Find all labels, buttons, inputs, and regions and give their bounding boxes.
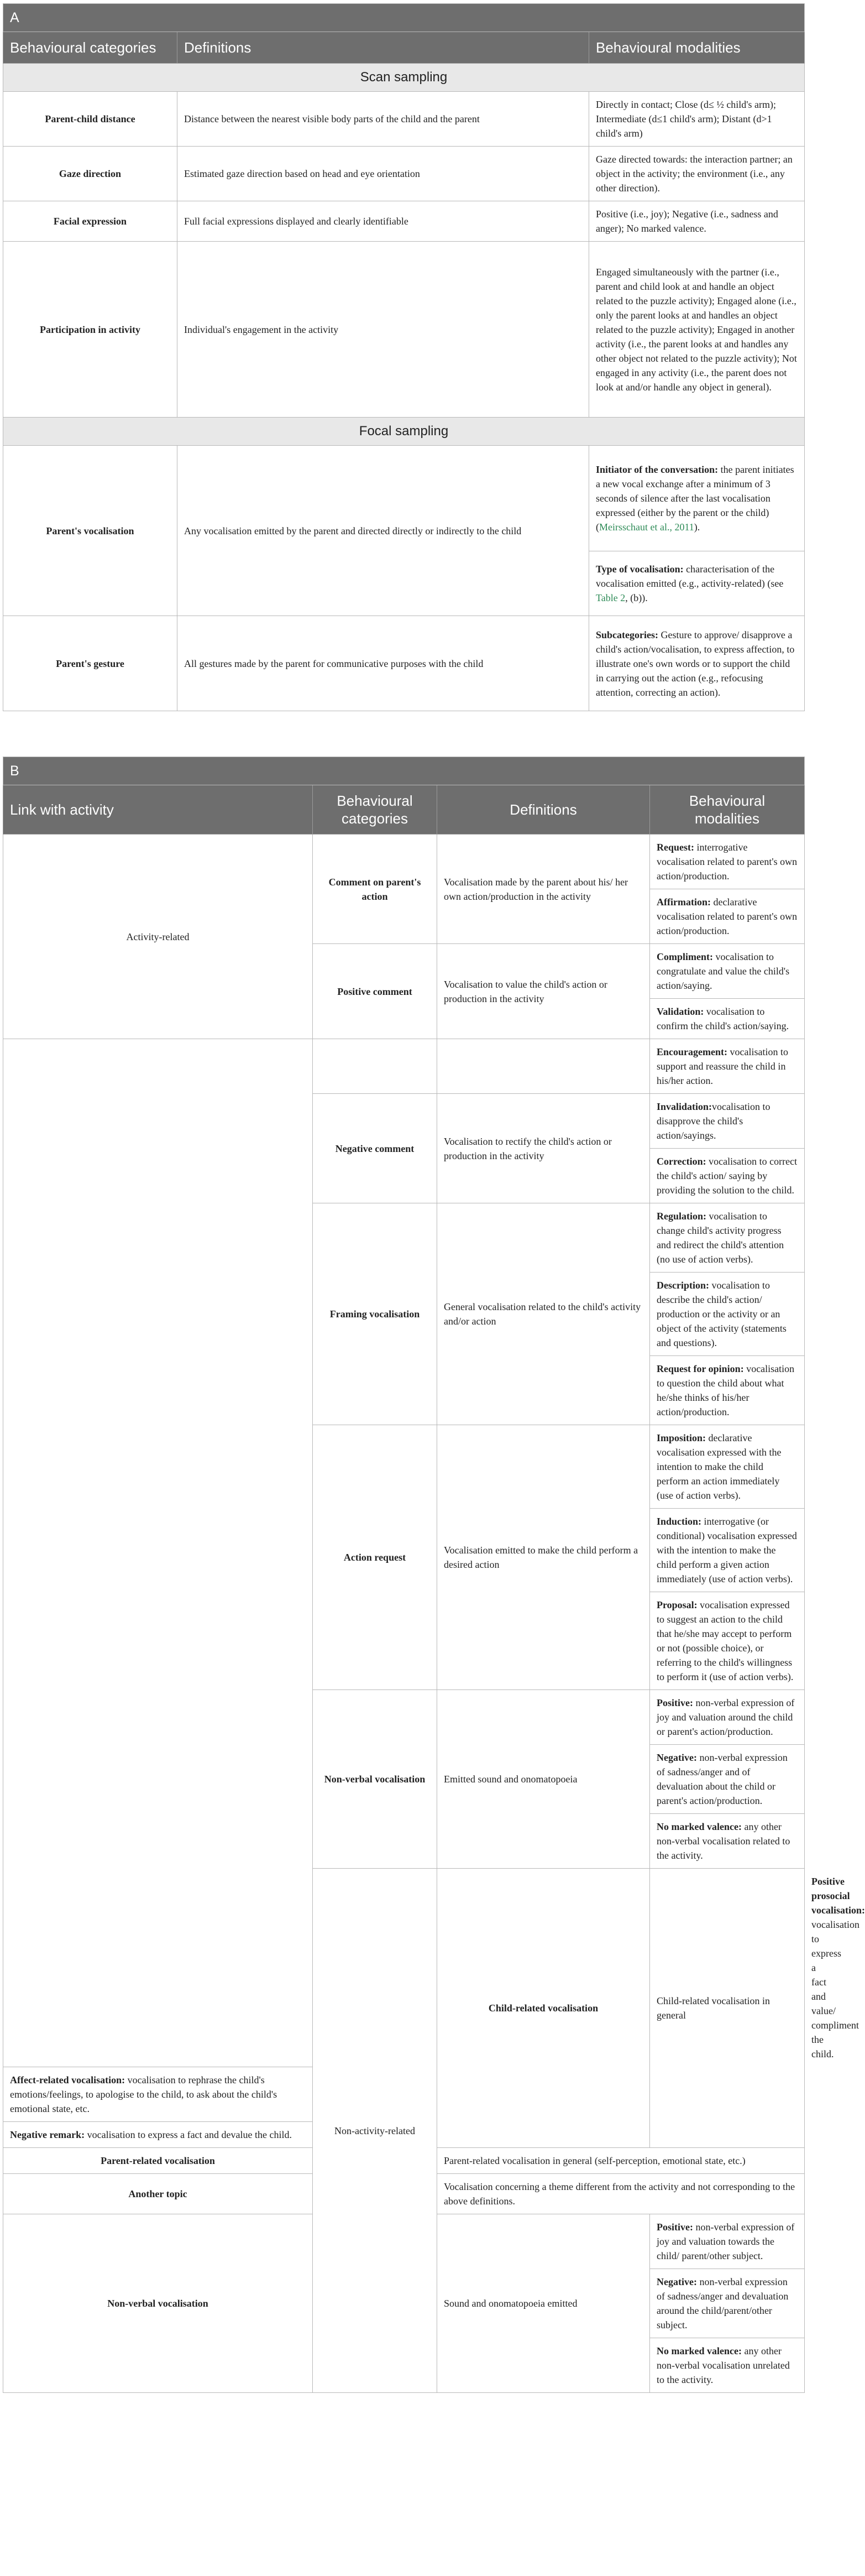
modality-cell bbox=[650, 1203, 805, 1273]
modality-cell bbox=[650, 1690, 805, 1745]
modality-term: Type of vocalisation: bbox=[596, 564, 684, 575]
definition-cell-empty bbox=[437, 1039, 650, 1094]
modality-text: vocalisation to correct the child's action/ saying by providing the solution to the child. bbox=[657, 1156, 798, 1196]
modality-term: Negative remark: bbox=[10, 2129, 85, 2140]
header-behavioural-categories: Behavioural categories bbox=[313, 785, 437, 835]
section-focal-sampling: Focal sampling bbox=[3, 418, 805, 446]
modality-text: interrogative (or conditional) vocalisation expressed with the intention to make the child perform a given action immediately (use of action verbs). bbox=[657, 1516, 797, 1584]
modality-term: Positive prosocial vocalisation: bbox=[811, 1876, 865, 1916]
header-behavioural-modalities: Behavioural modalities bbox=[650, 785, 805, 835]
modality-term: Invalidation: bbox=[657, 1101, 712, 1112]
modality-text: non-verbal expression of joy and valuation around the child or parent's action/production. bbox=[657, 1697, 795, 1737]
category-cell: Non-verbal vocalisation bbox=[3, 2214, 313, 2393]
header-definitions: Definitions bbox=[177, 32, 589, 64]
modality-cell bbox=[650, 1592, 805, 1690]
modality-text: Gesture to approve/ disapprove a child's action/vocalisation, to express affection, to illustrate one's own words or to support the child in carrying out the action (e.g., refocusing attention, correcting an action). bbox=[596, 629, 795, 698]
category-cell: Gaze direction bbox=[3, 147, 177, 201]
table-row bbox=[3, 201, 805, 242]
modality-cell bbox=[3, 2122, 313, 2148]
modality-cell bbox=[650, 1425, 805, 1509]
category-cell: Parent-child distance bbox=[3, 92, 177, 147]
category-cell-empty bbox=[313, 1039, 437, 1094]
citation-link[interactable]: Meirsschaut et al., 2011 bbox=[599, 522, 694, 533]
definition-cell: General vocalisation related to the child's activity and/or action bbox=[437, 1203, 650, 1425]
modality-cell bbox=[650, 999, 805, 1039]
modality-term: Positive: bbox=[657, 1697, 693, 1708]
modality-text: interrogative vocalisation related to parent's own action/production. bbox=[657, 842, 798, 882]
table-a bbox=[3, 3, 804, 711]
modality-term: Regulation: bbox=[657, 1211, 706, 1222]
definition-cell: Vocalisation to value the child's action or production in the activity bbox=[437, 944, 650, 1039]
modality-cell: Gaze directed towards: the interaction partner; an object in the activity; the environment (i.e., any other direction). bbox=[589, 147, 805, 201]
modality-term: Request: bbox=[657, 842, 694, 853]
modality-text: non-verbal expression of joy and valuation towards the child/ parent/other subject. bbox=[657, 2222, 795, 2261]
modality-cell bbox=[650, 2214, 805, 2269]
link-cell-non-activity-related: Non-activity-related bbox=[313, 1869, 437, 2393]
definition-cell: Estimated gaze direction based on head and eye orientation bbox=[177, 147, 589, 201]
table-row bbox=[3, 446, 805, 551]
link-cell-activity-related: Activity-related bbox=[3, 835, 313, 1039]
modality-text: , (b)). bbox=[625, 592, 648, 603]
table-row bbox=[3, 616, 805, 711]
modality-cell bbox=[650, 889, 805, 944]
definition-cell: Sound and onomatopoeia emitted bbox=[437, 2214, 650, 2393]
modality-cell bbox=[589, 446, 805, 551]
modality-term: No marked valence: bbox=[657, 1821, 742, 1832]
table-reference-link[interactable]: Table 2 bbox=[596, 592, 626, 603]
modality-text: any other non-verbal vocalisation related to the activity. bbox=[657, 1821, 790, 1861]
modality-cell bbox=[650, 2269, 805, 2338]
modality-cell bbox=[650, 1745, 805, 1814]
modality-term: Correction: bbox=[657, 1156, 706, 1167]
table-b bbox=[3, 757, 865, 2393]
modality-term: Description: bbox=[657, 1280, 709, 1291]
section-scan-sampling: Scan sampling bbox=[3, 64, 805, 92]
category-cell: Facial expression bbox=[3, 201, 177, 242]
modality-text: any other non-verbal vocalisation unrelated to the activity. bbox=[657, 2345, 790, 2385]
modality-cell bbox=[650, 1814, 805, 1869]
category-cell: Parent-related vocalisation bbox=[3, 2148, 313, 2174]
modality-term: Affirmation: bbox=[657, 896, 711, 908]
category-cell: Parent's vocalisation bbox=[3, 446, 177, 616]
modality-cell bbox=[650, 1356, 805, 1425]
definition-cell: All gestures made by the parent for communicative purposes with the child bbox=[177, 616, 589, 711]
modality-cell bbox=[589, 551, 805, 616]
modality-text: vocalisation to question the child about what he/she thinks of his/her action/production. bbox=[657, 1363, 795, 1417]
category-cell: Negative comment bbox=[313, 1094, 437, 1203]
modality-cell bbox=[650, 1273, 805, 1356]
modality-term: Negative: bbox=[657, 1752, 697, 1763]
category-cell: Action request bbox=[313, 1425, 437, 1690]
category-cell: Child-related vocalisation bbox=[437, 1869, 650, 2148]
modality-term: Proposal: bbox=[657, 1599, 698, 1610]
modality-text: declarative vocalisation related to parent's own action/production. bbox=[657, 896, 798, 936]
modality-term: Subcategories: bbox=[596, 629, 658, 640]
category-cell: Framing vocalisation bbox=[313, 1203, 437, 1425]
modality-cell bbox=[650, 1149, 805, 1203]
modality-term: No marked valence: bbox=[657, 2345, 742, 2356]
definition-cell: Parent-related vocalisation in general (self-perception, emotional state, etc.) bbox=[437, 2148, 805, 2174]
table-row bbox=[3, 147, 805, 201]
modality-cell bbox=[650, 835, 805, 889]
definition-cell: Distance between the nearest visible body parts of the child and the parent bbox=[177, 92, 589, 147]
modality-text: vocalisation expressed to suggest an action to the child that he/she may accept to perform or not (possible choice), or referring to the child's willingness to perform it (use of action verbs). bbox=[657, 1599, 794, 1682]
modality-cell bbox=[650, 1039, 805, 1094]
modality-text: declarative vocalisation expressed with the intention to make the child perform an action immediately (use of action verbs). bbox=[657, 1432, 782, 1501]
modality-cell: Engaged simultaneously with the partner (i.e., parent and child look at and handle an object related to the puzzle activity); Engaged alone (i.e., only the parent looks at and handles an object related to the puzzle activity); Engaged in another activity (i.e., the parent looks at and handles any other object not related to the puzzle activity); Not engaged in any activity (i.e., the parent does not look at and/or handle any object in general). bbox=[589, 242, 805, 418]
modality-text: the parent initiates a new vocal exchange after a minimum of 3 seconds of silence after the last vocalisation expressed (either by the parent or the child) ( bbox=[596, 464, 794, 533]
definition-cell: Vocalisation to rectify the child's action or production in the activity bbox=[437, 1094, 650, 1203]
modality-cell bbox=[650, 944, 805, 999]
category-cell: Participation in activity bbox=[3, 242, 177, 418]
modality-text: non-verbal expression of sadness/anger and of devaluation about the child or parent's action/production. bbox=[657, 1752, 788, 1806]
category-cell: Comment on parent's action bbox=[313, 835, 437, 944]
definition-cell: Emitted sound and onomatopoeia bbox=[437, 1690, 650, 1869]
definition-cell: Child-related vocalisation in general bbox=[650, 1869, 805, 2148]
table-a-label: A bbox=[3, 4, 805, 32]
modality-text: vocalisation to express a fact and devalue the child. bbox=[85, 2129, 292, 2140]
modality-term: Imposition: bbox=[657, 1432, 706, 1443]
modality-term: Request for opinion: bbox=[657, 1363, 744, 1374]
table-row bbox=[3, 92, 805, 147]
modality-term: Negative: bbox=[657, 2276, 697, 2287]
modality-cell bbox=[3, 2067, 313, 2122]
table-b-grid bbox=[3, 757, 865, 2393]
definition-cell: Individual's engagement in the activity bbox=[177, 242, 589, 418]
header-definitions: Definitions bbox=[437, 785, 650, 835]
modality-term: Validation: bbox=[657, 1006, 704, 1017]
category-cell: Parent's gesture bbox=[3, 616, 177, 711]
definition-cell: Vocalisation made by the parent about his/ her own action/production in the activity bbox=[437, 835, 650, 944]
modality-cell bbox=[650, 1509, 805, 1592]
modality-term: Positive: bbox=[657, 2222, 693, 2233]
modality-text: ). bbox=[694, 522, 700, 533]
modality-text: vocalisation to congratulate and value the child's action/saying. bbox=[657, 951, 790, 991]
modality-text: vocalisation to support and reassure the child in his/her action. bbox=[657, 1046, 788, 1086]
modality-term: Compliment: bbox=[657, 951, 713, 962]
header-link-with-activity: Link with activity bbox=[3, 785, 313, 835]
modality-cell: Positive (i.e., joy); Negative (i.e., sadness and anger); No marked valence. bbox=[589, 201, 805, 242]
modality-cell bbox=[650, 2338, 805, 2393]
table-row bbox=[3, 1039, 805, 1094]
table-row bbox=[3, 242, 805, 418]
table-b-label: B bbox=[3, 757, 805, 785]
category-cell: Non-verbal vocalisation bbox=[313, 1690, 437, 1869]
category-cell: Another topic bbox=[3, 2174, 313, 2214]
header-behavioural-categories: Behavioural categories bbox=[3, 32, 177, 64]
definition-cell: Vocalisation concerning a theme different from the activity and not corresponding to the above definitions. bbox=[437, 2174, 805, 2214]
modality-cell bbox=[589, 616, 805, 711]
table-a-grid bbox=[3, 3, 805, 711]
definition-cell: Vocalisation emitted to make the child perform a desired action bbox=[437, 1425, 650, 1690]
modality-text: vocalisation to disapprove the child's action/sayings. bbox=[657, 1101, 770, 1141]
modality-text: vocalisation to rephrase the child's emotions/feelings, to apologise to the child, to ask about the child's emotional state, etc. bbox=[10, 2074, 277, 2114]
modality-text: vocalisation to confirm the child's action/saying. bbox=[657, 1006, 789, 1031]
definition-cell: Any vocalisation emitted by the parent and directed directly or indirectly to the child bbox=[177, 446, 589, 616]
modality-text: non-verbal expression of sadness/anger and devaluation around the child/parent/other subject. bbox=[657, 2276, 789, 2330]
definition-cell: Full facial expressions displayed and clearly identifiable bbox=[177, 201, 589, 242]
modality-cell: Directly in contact; Close (d≤ ½ child's arm); Intermediate (d≤1 child's arm); Distant (d>1 child's arm) bbox=[589, 92, 805, 147]
link-cell-empty bbox=[3, 1039, 313, 2067]
modality-term: Encouragement: bbox=[657, 1046, 727, 1057]
modality-term: Induction: bbox=[657, 1516, 702, 1527]
modality-text: vocalisation to change child's activity progress and redirect the child's attention (no use of action verbs). bbox=[657, 1211, 784, 1265]
table-row bbox=[3, 835, 805, 889]
header-behavioural-modalities: Behavioural modalities bbox=[589, 32, 805, 64]
modality-text: characterisation of the vocalisation emitted (e.g., activity-related) (see bbox=[596, 564, 784, 589]
modality-text: vocalisation to describe the child's action/ production or the activity or an object of the activity (statements and questions). bbox=[657, 1280, 787, 1348]
modality-term: Initiator of the conversation: bbox=[596, 464, 719, 475]
modality-text: vocalisation to express a fact and value/ compliment the child. bbox=[811, 1919, 859, 2059]
modality-cell bbox=[650, 1094, 805, 1149]
modality-term: Affect-related vocalisation: bbox=[10, 2074, 125, 2085]
category-cell: Positive comment bbox=[313, 944, 437, 1039]
